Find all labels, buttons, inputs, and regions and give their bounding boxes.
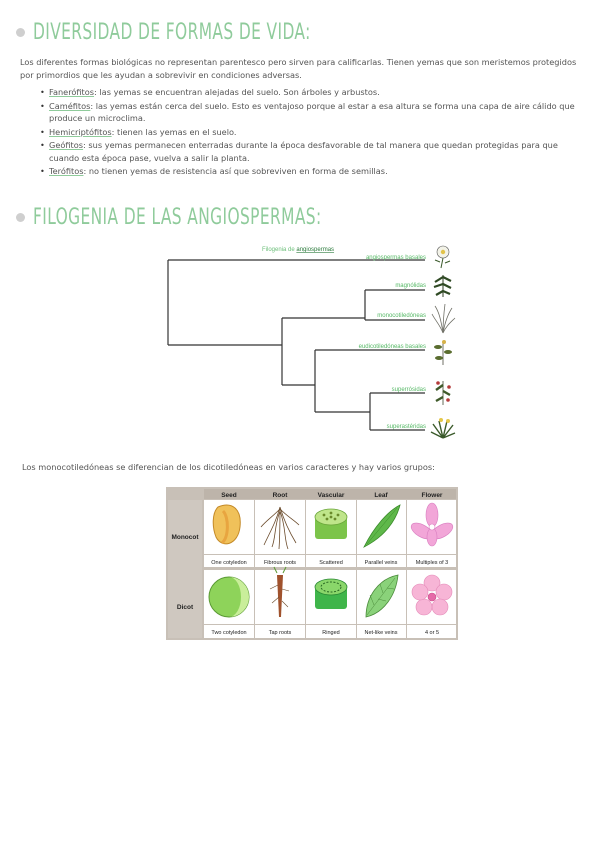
intro-paragraph: Los diferentes formas biológicas no representan parentesco pero sirven para calificarlas. Tienen yemas que son meristemos protegidos por primordios que les ayudan a sobrevivir en condiciones adversas. xyxy=(20,57,577,80)
bullet-dot-icon xyxy=(16,213,25,222)
scattered-vascular-icon xyxy=(315,509,347,539)
section-title: FILOGENIA DE LAS ANGIOSPERMAS: xyxy=(33,205,322,230)
table-cell-caption: Fibrous roots xyxy=(263,560,297,566)
section-header-filogenia xyxy=(16,205,403,230)
form-term: Geófitos xyxy=(49,140,84,150)
flower-icon xyxy=(435,246,450,268)
form-term: Caméfitos xyxy=(49,100,91,111)
table-cell-caption: Tap roots xyxy=(268,630,292,636)
table-header-cell: Leaf xyxy=(374,492,388,499)
form-desc: : no tienen yemas de resistencia así que sobreviven en forma de semillas. xyxy=(83,166,388,176)
seedling-plant-icon xyxy=(434,340,452,365)
table-cell-caption: 4 or 5 xyxy=(424,630,440,636)
ringed-vascular-icon xyxy=(315,579,347,609)
taxon-label: magnólidas xyxy=(395,283,426,289)
tree-caption: Filogenia de angiospermas xyxy=(262,247,335,253)
list-item xyxy=(40,139,580,164)
monocot-dicot-table xyxy=(166,487,458,640)
table-cell-caption: Parallel veins xyxy=(364,560,398,566)
leafy-plant-icon xyxy=(434,275,451,297)
taxon-label: superastéridas xyxy=(386,424,426,430)
table-cell-caption: Two cotyledon xyxy=(211,630,247,636)
form-term: Hemicriptófitos xyxy=(49,126,112,137)
section-header-diversidad xyxy=(16,20,389,45)
list-item xyxy=(40,126,580,139)
comparison-text: Los monocotiledóneas se diferencian de los dicotiledóneas en varios caracteres y hay varios grupos: xyxy=(22,462,435,472)
berry-plant-icon xyxy=(436,381,451,405)
form-desc: : sus yemas permanecen enterradas durante la época desfavorable de tal manera que quedan protegidas para que cuando esta época pase, vuelva a salir la planta. xyxy=(49,140,558,163)
taxon-label: monocotiledóneas xyxy=(377,313,426,319)
list-item xyxy=(40,86,580,99)
dicot-seed-icon xyxy=(209,577,249,617)
row-label-monocot: Monocot xyxy=(171,534,199,541)
form-desc: : las yemas están cerca del suelo. Esto es ventajoso porque al estar a esa altura se forma una capa de aire cálido que produce un microclima. xyxy=(49,100,575,123)
table-cell-caption: Ringed xyxy=(322,630,340,636)
form-term: Terófitos xyxy=(49,166,84,176)
grass-plant-icon xyxy=(432,304,455,333)
form-desc: : tienen las yemas en el suelo. xyxy=(111,126,237,137)
daisy-plant-icon xyxy=(431,418,455,438)
table-cell-caption: Net-like veins xyxy=(364,630,398,636)
taxon-label: eudicotiledóneas basales xyxy=(358,344,426,350)
table-header-cell: Seed xyxy=(221,492,237,499)
life-forms-list xyxy=(40,86,580,179)
list-item xyxy=(40,165,580,178)
form-term: Fanerófitos xyxy=(49,87,95,97)
table-cell-caption: Scattered xyxy=(319,560,343,566)
form-desc: : las yemas se encuentran alejadas del suelo. Son árboles y arbustos. xyxy=(94,87,380,97)
taxon-label: angiospermas basales xyxy=(365,255,426,261)
table-cell-caption: Multiples of 3 xyxy=(415,560,449,566)
row-label-column xyxy=(168,500,202,638)
monocot-seed-icon xyxy=(213,505,240,544)
list-item xyxy=(40,100,580,125)
section-title: DIVERSIDAD DE FORMAS DE VIDA: xyxy=(33,20,311,45)
phylogeny-tree xyxy=(160,240,470,440)
table-cell-caption: One cotyledon xyxy=(211,560,247,566)
table-header-cell: Vascular xyxy=(317,492,345,499)
table-header-cell: Root xyxy=(272,492,288,499)
bullet-dot-icon xyxy=(16,28,25,37)
table-header-cell: Flower xyxy=(421,492,443,499)
row-label-dicot: Dicot xyxy=(176,604,194,611)
taxon-label: superrósidas xyxy=(391,387,426,393)
